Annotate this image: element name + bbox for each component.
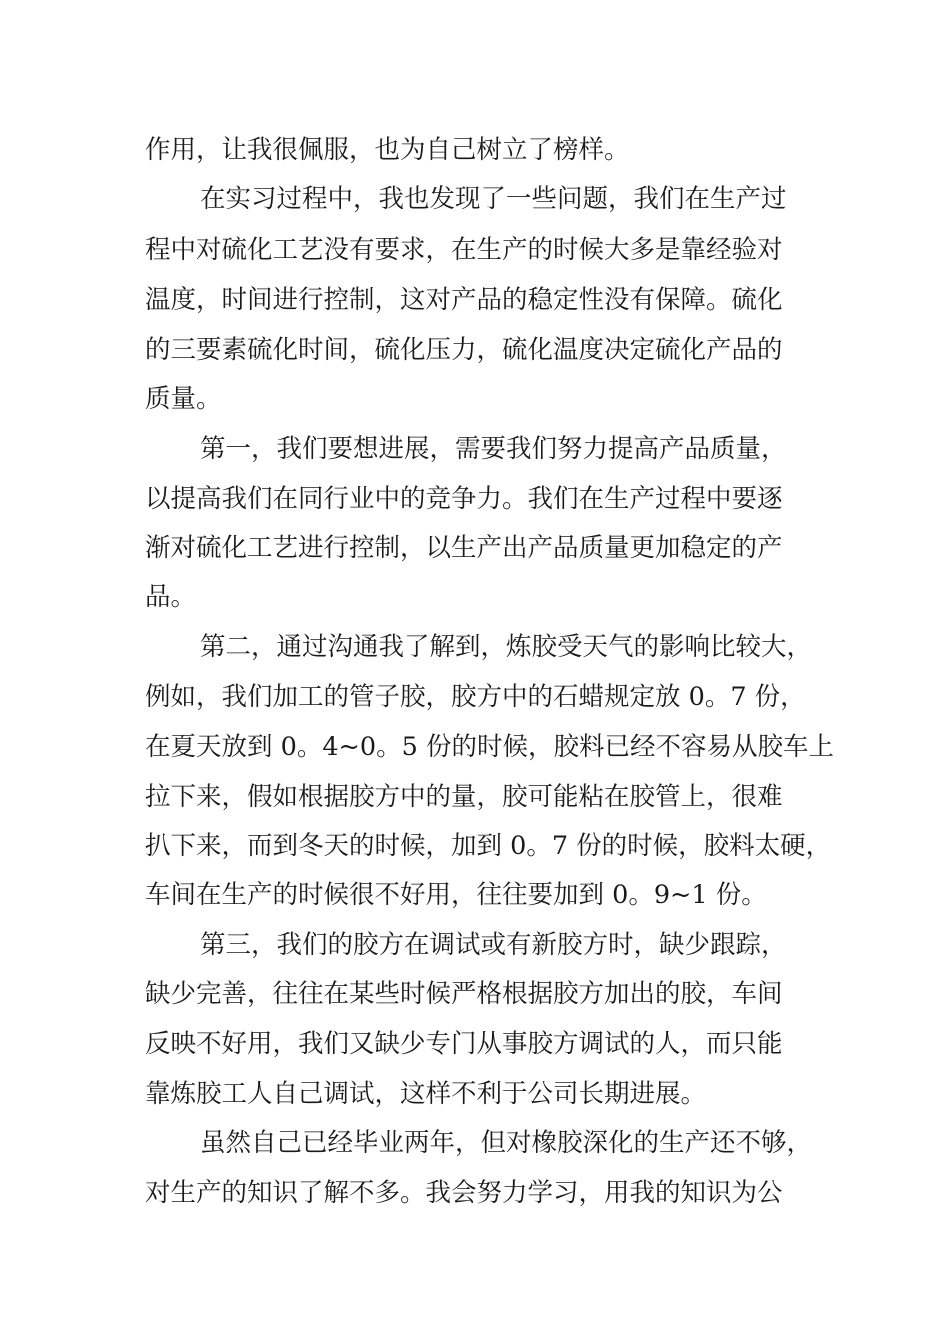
text-line: 在实习过程中，我也发现了一些问题，我们在生产过 [200, 184, 787, 214]
text-line: 作用，让我很佩服，也为自己树立了榜样。 [145, 135, 630, 165]
text-line: 质量。 [145, 384, 222, 414]
text-line: 以提高我们在同行业中的竞争力。我们在生产过程中要逐 [145, 484, 783, 514]
text-line: 渐对硫化工艺进行控制，以生产出产品质量更加稳定的产 [145, 533, 783, 563]
text-line: 虽然自己已经毕业两年，但对橡胶深化的生产还不够， [200, 1128, 813, 1158]
text-line: 拉下来，假如根据胶方中的量，胶可能粘在胶管上，很难 [145, 782, 783, 812]
text-line: 的三要素硫化时间，硫化压力，硫化温度决定硫化产品的 [145, 335, 783, 365]
text-line: 对生产的知识了解不多。我会努力学习，用我的知识为公 [145, 1178, 783, 1208]
text-line: 靠炼胶工人自己调试，这样不利于公司长期进展。 [145, 1079, 707, 1109]
text-line: 缺少完善，往往在某些时候严格根据胶方加出的胶，车间 [145, 979, 783, 1009]
text-line: 反映不好用，我们又缺少专门从事胶方调试的人，而只能 [145, 1029, 783, 1059]
text-line: 例如，我们加工的管子胶，胶方中的石蜡规定放 0。7 份， [145, 682, 806, 712]
text-line: 第一，我们要想进展，需要我们努力提高产品质量， [200, 434, 787, 464]
text-line: 第二，通过沟通我了解到，炼胶受天气的影响比较大， [200, 632, 813, 662]
text-line: 在夏天放到 0。4~0。5 份的时候，胶料已经不容易从胶车上 [145, 732, 834, 762]
text-line: 温度，时间进行控制，这对产品的稳定性没有保障。硫化 [145, 285, 783, 315]
text-line: 第三，我们的胶方在调试或有新胶方时，缺少跟踪， [200, 930, 787, 960]
text-line: 程中对硫化工艺没有要求，在生产的时候大多是靠经验对 [145, 235, 783, 265]
text-line: 品。 [145, 582, 197, 612]
text-line: 扒下来，而到冬天的时候，加到 0。7 份的时候，胶料太硬， [145, 831, 832, 861]
text-line: 车间在生产的时候很不好用，往往要加到 0。9~1 份。 [145, 880, 767, 910]
